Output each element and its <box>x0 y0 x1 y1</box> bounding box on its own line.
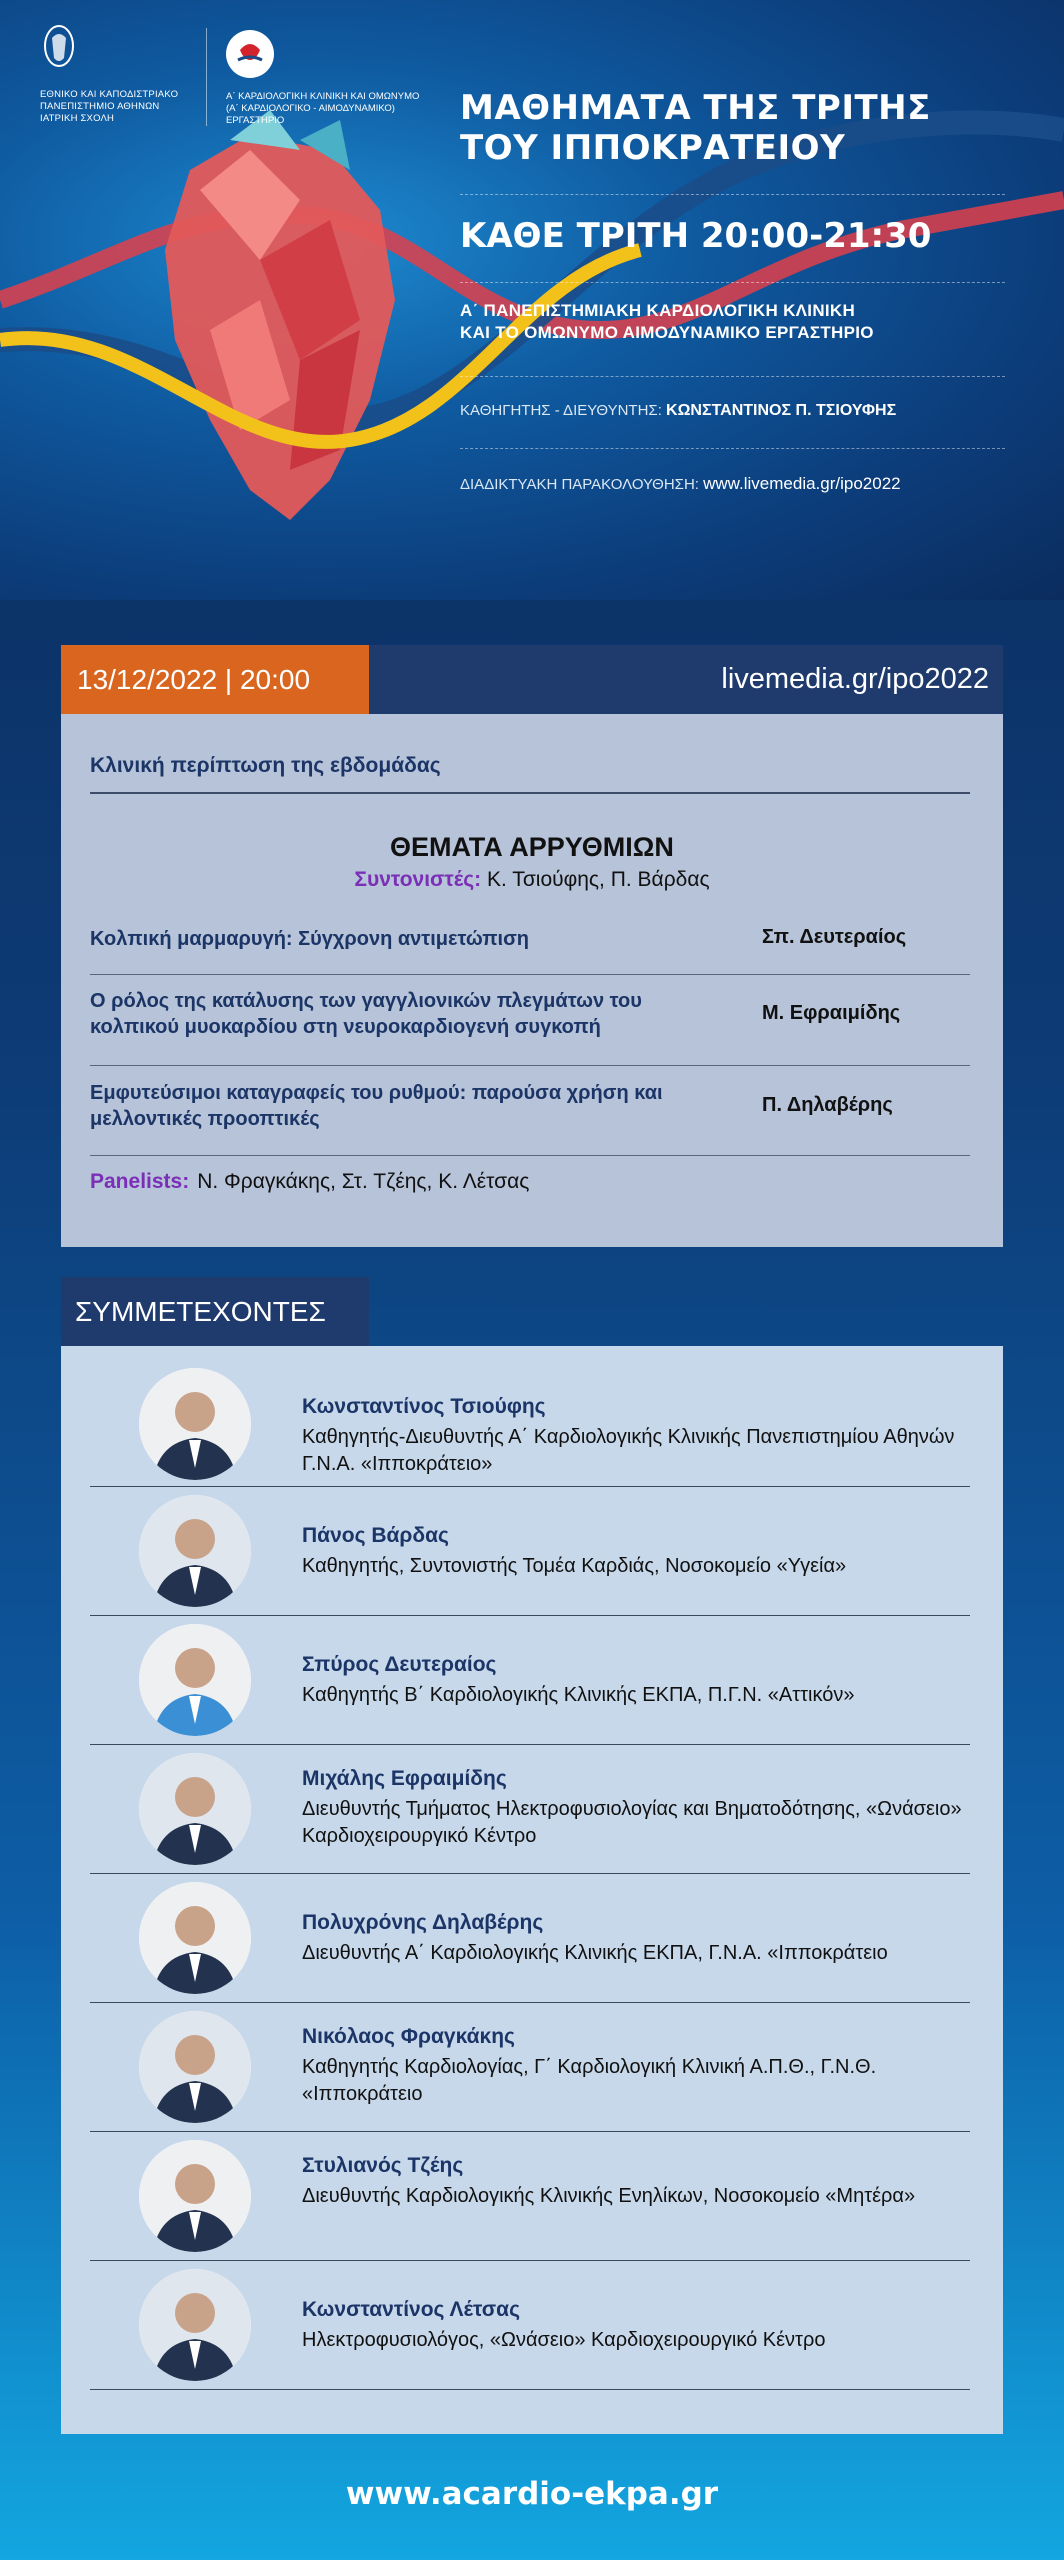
participant-role: Καθηγητής Καρδιολογίας, Γ΄ Καρδιολογική Κλινική Α.Π.Θ., Γ.Ν.Θ. «Ιπποκράτειο <box>302 2056 877 2105</box>
coordinators-label: Συντονιστές: <box>354 868 482 891</box>
clinic-line2: ΚΑΙ ΤΟ ΟΜΩΝΥΜΟ ΑΙΜΟΔΥΝΑΜΙΚΟ ΕΡΓΑΣΤΗΡΙΟ <box>460 323 874 342</box>
participant-photo <box>139 1753 251 1865</box>
participant-row <box>61 2261 1003 2390</box>
participant-photo <box>139 2269 251 2381</box>
divider <box>90 974 970 975</box>
series-title-line2: ΤΟΥ ΙΠΠΟΚΡΑΤΕΙΟΥ <box>460 128 846 168</box>
event-banner <box>0 0 1064 600</box>
participant-photo <box>139 2011 251 2123</box>
participant-role: Καθηγητής-Διευθυντής Α΄ Καρδιολογικής Κλινικής Πανεπιστημίου Αθηνών Γ.Ν.Α. «Ιπποκράτειο» <box>302 1426 955 1475</box>
footer-website[interactable]: www.acardio-ekpa.gr <box>345 2476 719 2512</box>
participants-panel <box>61 1346 1003 2434</box>
webcast-line <box>460 474 901 494</box>
divider <box>460 282 1005 283</box>
series-title-line1: ΜΑΘΗΜΑΤΑ ΤΗΣ ΤΡΙΤΗΣ <box>460 88 931 128</box>
webcast-label: ΔΙΑΔΙΚΤΥΑΚΗ ΠΑΡΑΚΟΛΟΥΘΗΣΗ: <box>460 476 699 493</box>
director-label: ΚΑΘΗΓΗΤΗΣ - ΔΙΕΥΘΥΝΤΗΣ: <box>460 402 662 419</box>
participant-row <box>61 2003 1003 2132</box>
divider <box>460 376 1005 377</box>
participant-photo <box>139 1624 251 1736</box>
university-seal-icon <box>40 24 78 80</box>
participant-row <box>61 1745 1003 1874</box>
talk-speaker: Σπ. Δευτεραίος <box>762 926 907 948</box>
clinic-name <box>460 300 1020 344</box>
talk-title: Ο ρόλος της κατάλυσης των γαγγλιονικών πλεγμάτων του κολπικού μυοκαρδίου στη νευροκαρδιογενή συγκοπή <box>90 990 642 1038</box>
program-panel <box>61 714 1003 1247</box>
participant-row <box>61 1616 1003 1745</box>
participant-row <box>61 2132 1003 2261</box>
logo-divider <box>206 28 207 126</box>
participant-name: Στυλιανός Τζέης <box>302 2154 464 2177</box>
director-line <box>460 402 896 420</box>
talk-title: Κολπική μαρμαρυγή: Σύγχρονη αντιμετώπιση <box>90 928 529 950</box>
divider <box>90 1155 970 1156</box>
participant-role: Ηλεκτροφυσιολόγος, «Ωνάσειο» Καρδιοχειρουργικό Κέντρο <box>302 2329 826 2351</box>
participant-role: Διευθυντής Α΄ Καρδιολογικής Κλινικής ΕΚΠΑ, Γ.Ν.Α. «Ιπποκράτειο <box>302 1942 888 1964</box>
participant-row <box>61 1358 1003 1487</box>
participant-name: Μιχάλης Εφραιμίδης <box>302 1767 507 1790</box>
participant-role: Διευθυντής Τμήματος Ηλεκτροφυσιολογίας και Βηματοδότησης, «Ωνάσειο» Καρδιοχειρουργικό Κέντρο <box>302 1798 962 1847</box>
participant-photo <box>139 1368 251 1480</box>
coordinators-names: Κ. Τσιούφης, Π. Βάρδας <box>487 868 710 891</box>
talk-title: Εμφυτεύσιμοι καταγραφείς του ρυθμού: παρούσα χρήση και μελλοντικές προοπτικές <box>90 1082 663 1130</box>
department-name: Α΄ ΚΑΡΔΙΟΛΟΓΙΚΗ ΚΛΙΝΙΚΗ ΚΑΙ ΟΜΩΝΥΜΟ (Α΄ ΚΑΡΔΙΟΛΟΓΙΚΟ - ΑΙΜΟΔΥΝΑΜΙΚΟ) ΕΡΓΑΣΤΗΡΙΟ <box>226 91 420 126</box>
participant-photo <box>139 1495 251 1607</box>
participant-name: Σπύρος Δευτεραίος <box>302 1653 497 1676</box>
participant-role: Καθηγητής Β΄ Καρδιολογικής Κλινικής ΕΚΠΑ, Π.Γ.Ν. «Αττικόν» <box>302 1684 855 1706</box>
participant-row <box>61 1487 1003 1616</box>
panelists-names: Ν. Φραγκάκης, Στ. Τζέης, Κ. Λέτσας <box>197 1170 530 1193</box>
university-name: ΕΘΝΙΚΟ ΚΑΙ ΚΑΠΟΔΙΣΤΡΙΑΚΟ ΠΑΝΕΠΙΣΤΗΜΙΟ ΑΘΗΝΩΝ ΙΑΤΡΙΚΗ ΣΧΟΛΗ <box>40 89 179 124</box>
participant-photo <box>139 1882 251 1994</box>
participant-name: Κωνσταντίνος Τσιούφης <box>302 1395 546 1418</box>
department-logo <box>226 30 426 127</box>
cardiology-logo-icon <box>226 30 274 78</box>
panelists <box>90 1170 529 1194</box>
session-date: 13/12/2022 | 20:00 <box>61 645 369 714</box>
university-logo <box>40 24 190 125</box>
participant-role: Διευθυντής Καρδιολογικής Κλινικής Ενηλίκων, Νοσοκομείο «Μητέρα» <box>302 2185 916 2207</box>
participant-name: Πολυχρόνης Δηλαβέρης <box>302 1911 544 1934</box>
participant-photo <box>139 2140 251 2252</box>
panelists-label: Panelists: <box>90 1170 190 1193</box>
participant-row <box>61 1874 1003 2003</box>
divider <box>90 2389 970 2390</box>
divider <box>90 792 970 794</box>
clinic-line1: Α΄ ΠΑΝΕΠΙΣΤΗΜΙΑΚΗ ΚΑΡΔΙΟΛΟΓΙΚΗ ΚΛΙΝΙΚΗ <box>460 301 856 320</box>
divider <box>90 1065 970 1066</box>
program-header <box>61 645 1003 714</box>
participant-name: Πάνος Βάρδας <box>302 1524 449 1547</box>
schedule: ΚΑΘΕ ΤΡΙΤΗ 20:00-21:30 <box>460 216 932 256</box>
divider <box>460 194 1005 195</box>
webcast-link[interactable]: www.livemedia.gr/ipo2022 <box>703 474 901 493</box>
participants-heading: ΣΥΜΜΕΤΕΧΟΝΤΕΣ <box>61 1277 369 1346</box>
stream-link[interactable]: livemedia.gr/ipo2022 <box>721 663 989 695</box>
talk-speaker: Π. Δηλαβέρης <box>762 1094 893 1116</box>
participant-name: Νικόλαος Φραγκάκης <box>302 2025 515 2048</box>
session-topic: ΘΕΜΑΤΑ ΑΡΡΥΘΜΙΩΝ <box>390 832 674 862</box>
coordinators <box>61 868 1003 892</box>
case-of-week: Κλινική περίπτωση της εβδομάδας <box>90 754 441 777</box>
talk-speaker: Μ. Εφραιμίδης <box>762 1002 901 1024</box>
participant-name: Κωνσταντίνος Λέτσας <box>302 2298 520 2321</box>
series-title <box>460 88 1040 168</box>
divider <box>460 448 1005 449</box>
participant-role: Καθηγητής, Συντονιστής Τομέα Καρδιάς, Νοσοκομείο «Υγεία» <box>302 1555 847 1577</box>
director-name: ΚΩΝΣΤΑΝΤΙΝΟΣ Π. ΤΣΙΟΥΦΗΣ <box>666 402 897 419</box>
